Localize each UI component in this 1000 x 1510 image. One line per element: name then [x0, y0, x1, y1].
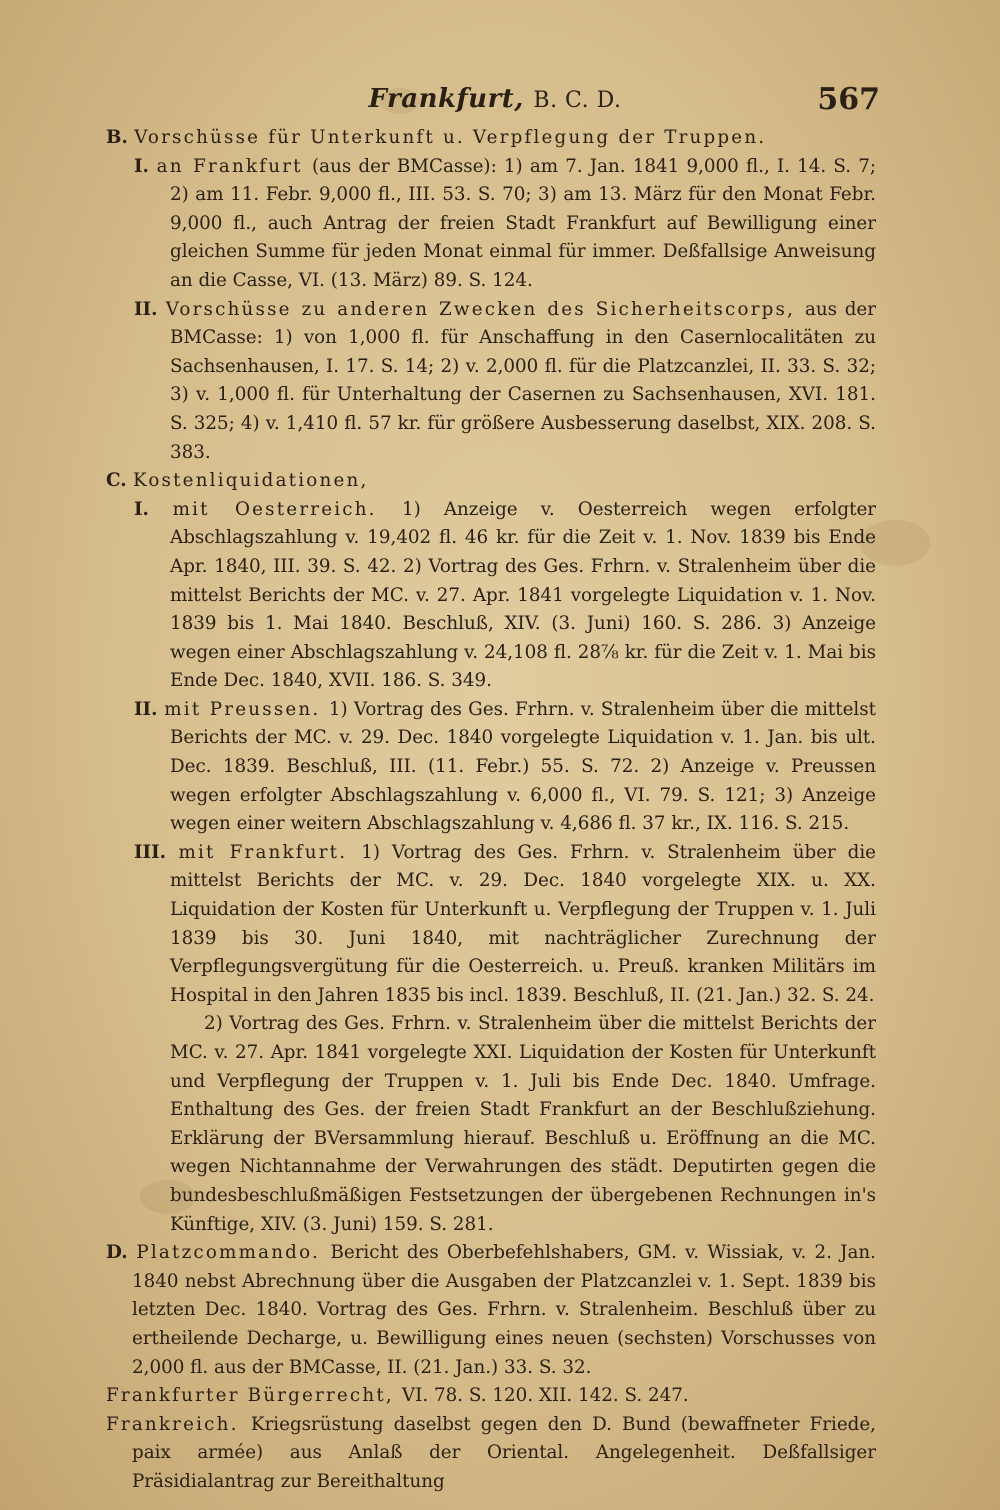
- entry-text: 1) Anzeige v. Oesterreich wegen erfolgter Abschlagszahlung v. 19,402 fl. 46 kr. für die Zeit v. 1. Nov. 1839 bis Ende Apr. 1840, III. 39. S. 42. 2) Vortrag des Ges. Frhrn. v. Stralenheim über die mittelst Berichts der MC. v. 27. Apr. 1841 vorgelegte Liquidation v. 1. Nov. 1839 bis 1. Mai 1840. Beschluß, XIV. (3. Juni) 160. S. 286. 3) Anzeige wegen einer Abschlagszahlung v. 24,108 fl. 28⅞ kr. für die Zeit v. 1. Mai bis Ende Dec. 1840, XVII. 186. S. 349.: [170, 498, 876, 692]
- entry-text: 2) Vortrag des Ges. Frhrn. v. Stralenheim über die mittelst Berichts der MC. v. 27. Apr. 1841 vorgelegte XXI. Liquidation der Kosten für Unterkunft und Verpflegung der Truppen v. 1. Juli bis Ende Dec. 1840. Umfrage. Enthaltung des Ges. der freien Stadt Frankfurt an der Beschlußziehung. Erklärung der BVersammlung hierauf. Beschluß u. Eröffnung an die MC. wegen Nichtannahme der Verwahrungen des städt. Deputirten gegen die bundesbeschlußmäßigen Festsetzungen der übergebenen Rechnungen in's Künftige, XIV. (3. Juni) 159. S. 281.: [170, 1013, 876, 1235]
- page-header: [110, 82, 880, 122]
- entry-keyword: an Frankfurt: [156, 155, 313, 177]
- entry-keyword: Kostenliquidationen,: [132, 470, 369, 492]
- entry-keyword: Frankfurter Bürgerrecht,: [106, 1385, 402, 1407]
- index-entry: [106, 467, 876, 496]
- entry-text: 1) Vortrag des Ges. Frhrn. v. Stralenheim über die mittelst Berichts der MC. v. 29. Dec. 1840 vorgelegte Liquidation v. 1. Jan. bis ult. Dec. 1839. Beschluß, III. (11. Febr.) 55. S. 72. 2) Anzeige v. Preussen wegen erfolgter Abschlagszahlung v. 6,000 fl., VI. 79. S. 121; 3) Anzeige wegen einer weitern Abschlagszahlung v. 4,686 fl. 37 kr., IX. 116. S. 215.: [170, 698, 877, 835]
- entry-lead: III.: [134, 841, 179, 863]
- index-entry: [106, 1239, 876, 1382]
- entry-keyword: mit Frankfurt.: [178, 841, 362, 863]
- entry-text: (aus der BMCasse): 1) am 7. Jan. 1841 9,000 fl., I. 14. S. 7; 2) am 11. Febr. 9,000 fl., III. 53. S. 70; 3) am 13. März für den Monat Febr. 9,000 fl., auch Antrag der freien Stadt Frankfurt auf Bewilligung einer gleichen Summe für jeden Monat einmal für immer. Deßfallsige Anweisung an die Casse, VI. (13. März) 89. S. 124.: [170, 155, 877, 291]
- entry-keyword: Vorschüsse für Unterkunft u. Verpflegung der Truppen.: [134, 127, 767, 148]
- entry-text: 1) Vortrag des Ges. Frhrn. v. Stralenheim über die mittelst Berichts der MC. v. 29. Dec. 1840 vorgelegte XIX. u. XX. Liquidation der Kosten für Unterkunft u. Verpflegung der Truppen v. 1. Juli 1839 bis 30. Juni 1840, mit nachträglicher Zurechnung der Verpflegungsvergütung für die Oesterreich. u. Preuß. kranken Militärs im Hospital in den Jahren 1835 bis incl. 1839. Beschluß, II. (21. Jan.) 32. S. 24.: [170, 841, 877, 1006]
- entry-lead: C.: [106, 470, 133, 492]
- entry-text: aus der BMCasse: 1) von 1,000 fl. für Anschaffung in den Casernlocalitäten zu Sachsenhausen, I. 17. S. 14; 2) v. 2,000 fl. für die Platzcanzlei, II. 33. S. 32; 3) v. 1,000 fl. für Unterhaltung der Casernen zu Sachsenhausen, XVI. 181. S. 325; 4) v. 1,410 fl. 57 kr. für größere Ausbesserung daselbst, XIX. 208. S. 383.: [170, 298, 876, 463]
- entry-lead: D.: [106, 1242, 137, 1264]
- entry-keyword: Platzcommando.: [136, 1242, 331, 1264]
- running-head-section: B. C. D.: [533, 88, 622, 113]
- entry-keyword: mit Preussen.: [164, 698, 329, 720]
- entry-keyword: mit Oesterreich.: [172, 498, 402, 520]
- running-head-title: Frankfurt,: [368, 84, 524, 114]
- entry-lead: II.: [134, 298, 166, 320]
- page-number: 567: [817, 82, 880, 117]
- entry-lead: I.: [134, 498, 173, 520]
- running-head: [110, 84, 880, 114]
- index-text: [106, 124, 876, 1497]
- index-entry: [106, 124, 876, 153]
- index-entry: [106, 153, 876, 296]
- entry-text: Kriegsrüstung daselbst gegen den D. Bund (bewaffneter Friede, paix armée) aus Anlaß der Oriental. Angelegenheit. Deßfallsiger Präsidialantrag zur Bereithaltung: [132, 1413, 876, 1492]
- entry-keyword: Frankreich.: [106, 1413, 251, 1435]
- index-entry: [106, 696, 876, 839]
- entry-lead: II.: [134, 698, 165, 720]
- index-entry: [106, 1411, 876, 1497]
- index-entry: [106, 296, 876, 468]
- index-entry: [106, 1382, 876, 1411]
- index-entry: [106, 1010, 876, 1239]
- index-entry: [106, 839, 876, 1011]
- entry-text: Bericht des Oberbefehlshabers, GM. v. Wissiak, v. 2. Jan. 1840 nebst Abrechnung über die Ausgaben der Platzcanzlei v. 1. Sept. 1839 bis letzten Dec. 1840. Vortrag des Ges. Frhrn. v. Stralenheim. Beschluß über zu ertheilende Decharge, u. Bewilligung eines neuen (sechsten) Vorschusses von 2,000 fl. aus der BMCasse, II. (21. Jan.) 33. S. 32.: [132, 1242, 876, 1378]
- entry-lead: I.: [134, 155, 157, 177]
- entry-keyword: Vorschüsse zu anderen Zwecken des Sicherheitscorps,: [165, 298, 805, 320]
- index-entry: [106, 496, 876, 696]
- entry-text: VI. 78. S. 120. XII. 142. S. 247.: [401, 1385, 689, 1407]
- entry-lead: B.: [106, 127, 135, 148]
